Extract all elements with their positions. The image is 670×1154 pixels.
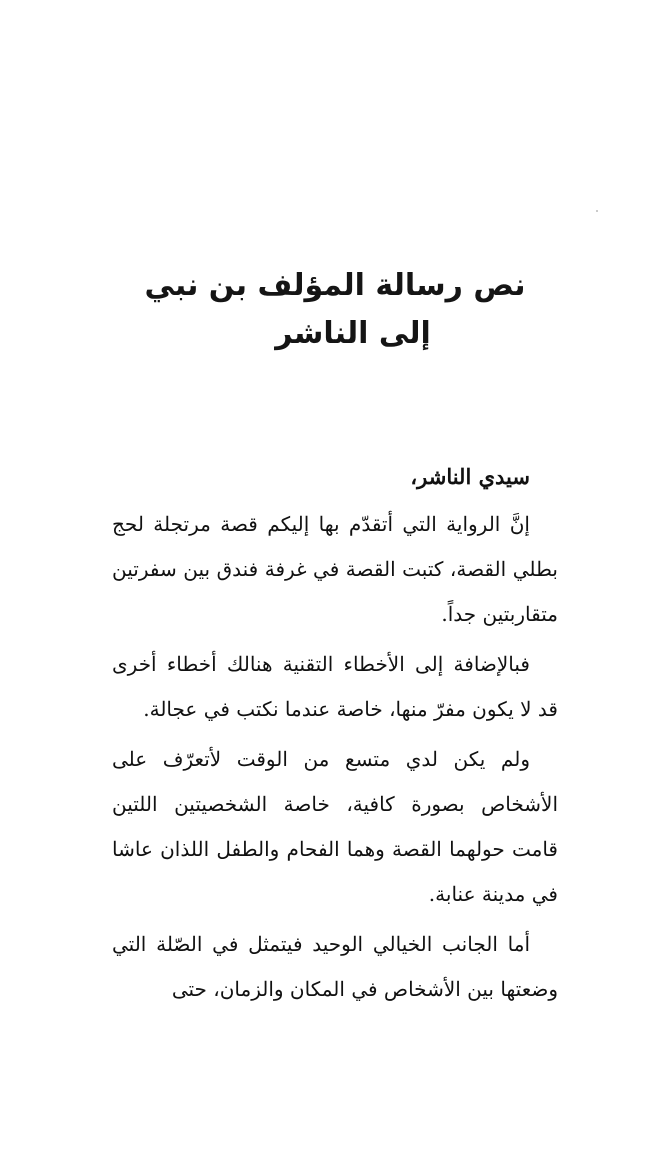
scan-speck (596, 210, 598, 212)
letter-heading (100, 262, 570, 358)
paragraph-2: فبالإضافة إلى الأخطاء التقنية هنالك أخطاء أخرى قد لا يكون مفرّ منها، خاصة عندما نكتب في عجالة. (112, 652, 558, 721)
paragraph-3: ولم يكن لدي متسع من الوقت لأتعرّف على الأشخاص بصورة كافية، خاصة الشخصيتين اللتين قامت حولهما القصة وهما الفحام والطفل اللذان عاشا في مدينة عنابة. (112, 747, 558, 906)
salutation: سيدي الناشر، (410, 464, 530, 489)
paragraph-1: إنَّ الرواية التي أتقدّم بها إليكم قصة مرتجلة لحج بطلي القصة، كتبت القصة في غرفة فندق بين سفرتين متقاربتين جداً. (112, 512, 558, 626)
heading-line-1: نص رسالة المؤلف بن نبي (144, 268, 526, 303)
heading-line-2: إلى الناشر (275, 316, 431, 351)
letter-body (112, 455, 558, 1017)
paragraph-4: أما الجانب الخيالي الوحيد فيتمثل في الصّلة التي وضعتها بين الأشخاص في المكان والزمان، حتى (112, 932, 558, 1001)
